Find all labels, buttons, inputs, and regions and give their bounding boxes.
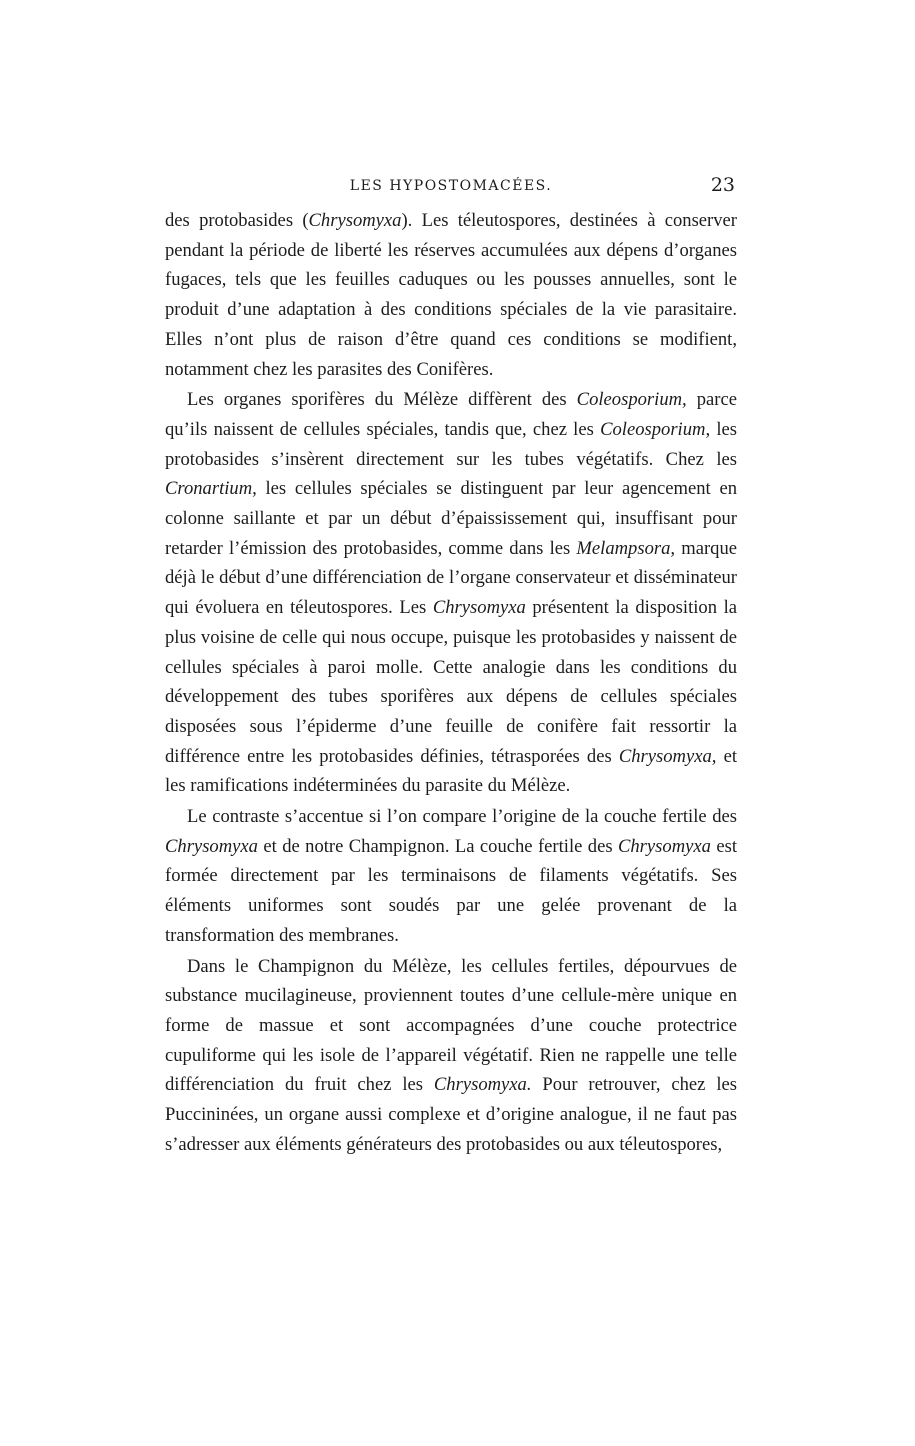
- body-text: [165, 206, 737, 1160]
- paragraph-1: [165, 206, 737, 384]
- page-header: [165, 172, 737, 202]
- italic-term: Coleosporium,: [576, 389, 687, 411]
- text-run: et les ramifications indéterminées du parasite du Mélèze.: [165, 745, 737, 797]
- text-run: les cellules spéciales se distinguent par leur agencement en colonne saillante et par un début d’épaississement qui, insuffisant pour retarder l’émission des protobasides, comme dans les: [165, 478, 737, 559]
- text-run: les protobasides s’insèrent directement sur les tubes végétatifs. Chez les: [165, 418, 737, 470]
- italic-term: Melampsora,: [576, 537, 676, 559]
- paragraph-4: [165, 952, 737, 1160]
- text-run: Dans le Champignon du Mélèze, les cellules fertiles, dépourvues de substance mucilagineuse, proviennent toutes d’une cellule-mère unique en forme de massue et sont accompagnées d’une couche protectrice cupuliforme qui les isole de l’appareil végétatif. Rien ne rappelle une telle différenciation du fruit chez les: [165, 955, 737, 1096]
- text-run: Le contraste s’accentue si l’on compare l’origine de la couche fertile des: [187, 806, 737, 828]
- text-run: Les organes sporifères du Mélèze diffèrent des: [187, 389, 577, 411]
- text-run: ). Les téleutospores, destinées à conserver pendant la période de liberté les réserves accumulées aux dépens d’organes fugaces, tels que les feuilles caduques ou les pousses annuelles, sont le produit d’une adaptation à des conditions spéciales de la vie parasitaire. Elles n’ont plus de raison d’être quand ces conditions se modifient, notamment chez les parasites des Conifères.: [165, 210, 737, 380]
- italic-term: Chrysomyxa: [432, 597, 526, 619]
- paragraph-2: [165, 385, 737, 801]
- italic-term: Chrysomyxa.: [433, 1074, 532, 1096]
- italic-term: Chrysomyxa: [165, 835, 258, 857]
- running-title: LES HYPOSTOMACÉES.: [349, 178, 553, 194]
- italic-term: Chrysomyxa,: [618, 745, 717, 767]
- text-run: des protobasides (: [165, 210, 309, 231]
- text-run: marque déjà le début d’une différenciation de l’organe conservateur et disséminateur qui évoluera en téleutospores. Les: [165, 537, 737, 619]
- italic-term: Chrysomyxa: [308, 210, 402, 231]
- text-run: présentent la disposition la plus voisine de celle qui nous occupe, puisque les protobasides y naissent de cellules spéciales à paroi molle. Cette analogie dans les conditions du développement des tubes sporifères aux dépens de cellules spéciales disposées sous l’épiderme d’une feuille de conifère fait ressortir la différence entre les protobasides définies, tétrasporées des: [165, 597, 737, 767]
- page-number: 23: [710, 174, 735, 196]
- italic-term: Coleosporium,: [600, 418, 711, 440]
- italic-term: Cronartium,: [165, 478, 257, 500]
- text-run: est formée directement par les terminaisons de filaments végétatifs. Ses éléments uniformes sont soudés par une gelée provenant de la transformation des membranes.: [165, 835, 738, 946]
- text-run: Pour retrouver, chez les Puccininées, un organe aussi complexe et d’origine analogue, il ne faut pas s’adresser aux éléments générateurs des protobasides ou aux téleutospores,: [165, 1074, 737, 1155]
- italic-term: Chrysomyxa: [617, 835, 711, 857]
- text-run: et de notre Champignon. La couche fertile des: [257, 835, 618, 857]
- paragraph-3: [165, 802, 737, 951]
- text-run: parce qu’ils naissent de cellules spéciales, tandis que, chez les: [165, 389, 737, 440]
